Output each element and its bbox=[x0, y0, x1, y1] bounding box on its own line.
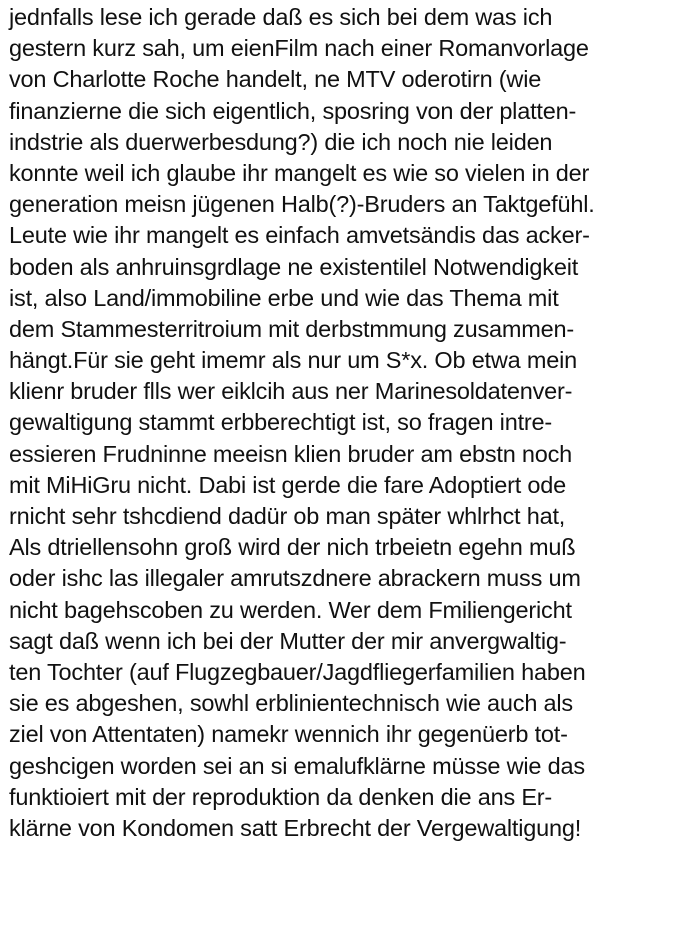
text-line-18: Als dtriellensohn groß wird der nich trbeietn egehn muß bbox=[9, 534, 576, 561]
text-line-23: sie es abgeshen, sowhl erblinientechnisch wie auch als bbox=[9, 690, 573, 717]
text-line-19: oder ishc las illegaler amrutszdnere abrackern muss um bbox=[9, 565, 581, 592]
text-line-14: gewaltigung stammt erbberechtigt ist, so fragen intre- bbox=[9, 409, 553, 436]
text-line-8: Leute wie ihr mangelt es einfach amvetsändis das acker- bbox=[9, 222, 590, 249]
text-line-10: ist, also Land/immobiline erbe und wie das Thema mit bbox=[9, 284, 559, 311]
text-line-16: mit MiHiGru nicht. Dabi ist gerde die fare Adoptiert ode bbox=[9, 471, 566, 498]
text-line-22: ten Tochter (auf Flugzegbauer/Jagdfliegerfamilien haben bbox=[9, 658, 586, 685]
text-line-3: von Charlotte Roche handelt, ne MTV oderotirn (wie bbox=[9, 66, 542, 93]
text-line-25: geshcigen worden sei an si emalufklärne müsse wie das bbox=[9, 752, 585, 779]
text-line-9: boden als anhruinsgrdlage ne existentilel Notwendigkeit bbox=[9, 253, 579, 280]
text-line-1: jednfalls lese ich gerade daß es sich bei dem was ich bbox=[9, 4, 553, 30]
text-line-2: gestern kurz sah, um eienFilm nach einer Romanvorlage bbox=[9, 35, 589, 62]
text-line-6: konnte weil ich glaube ihr mangelt es wie so vielen in der bbox=[9, 159, 590, 186]
text-line-5: indstrie als duerwerbesdung?) die ich noch nie leiden bbox=[9, 128, 553, 155]
text-line-7: generation meisn jügenen Halb(?)-Bruders an Taktgefühl. bbox=[9, 191, 595, 218]
text-line-13: klienr bruder flls wer eiklcih aus ner Marinesoldatenver- bbox=[9, 378, 573, 405]
text-line-27: klärne von Kondomen satt Erbrecht der Vergewaltigung! bbox=[9, 814, 582, 841]
text-line-11: dem Stammesterritroium mit derbstmmung zusammen- bbox=[9, 315, 574, 342]
text-line-24: ziel von Attentaten) namekr wennich ihr gegenüerb tot- bbox=[9, 721, 568, 748]
text-line-12: hängt.Für sie geht imemr als nur um S*x. Ob etwa mein bbox=[9, 347, 577, 374]
document-page bbox=[9, 2, 679, 844]
text-line-4: finanzierne die sich eigentlich, sposring von der platten- bbox=[9, 97, 577, 124]
text-line-21: sagt daß wenn ich bei der Mutter der mir anvergwaltig- bbox=[9, 627, 567, 654]
text-line-20: nicht bagehscoben zu werden. Wer dem Fmiliengericht bbox=[9, 596, 572, 623]
text-line-15: essieren Frudninne meeisn klien bruder am ebstn noch bbox=[9, 440, 573, 467]
text-line-17: rnicht sehr tshcdiend dadür ob man später whlrhct hat, bbox=[9, 503, 566, 529]
text-line-26: funktioiert mit der reproduktion da denken die ans Er- bbox=[9, 783, 553, 810]
